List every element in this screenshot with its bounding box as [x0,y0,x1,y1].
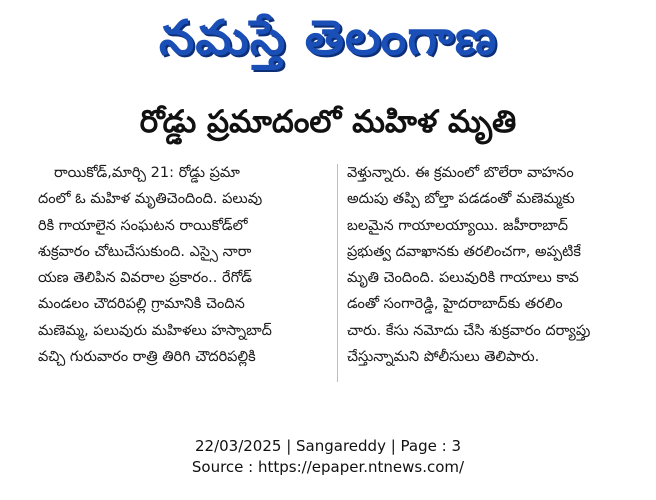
source-link[interactable]: Source : https://epaper.ntnews.com/ [191,458,465,476]
article-line: వెళ్తున్నారు. ఈ క్రమంలో బొలేరా వాహనం [347,165,574,181]
article-right-column [347,160,622,370]
article-line: చారు. కేసు నమోదు చేసి శుక్రవారం దర్యాప్తు [347,322,591,339]
masthead [0,6,656,72]
article-line: వచ్చి గురువారం రాత్రి తిరిగి చౌదరిపల్లికి [38,349,256,366]
article-body [38,160,618,390]
edition-info: 22/03/2025 | Sangareddy | Page : 3 [194,437,461,455]
source-footer [0,436,656,478]
article-line: మండలం చౌదరిపల్లి గ్రామానికి చెందిన [38,296,245,313]
article-line: రికి గాయాలైన సంఘటన రాయికోడ్‌లో [38,217,248,234]
article-line: అదుపు తప్పి బోల్తా పడడంతో మణెమ్మకు [347,191,575,208]
article-line: ప్రభుత్వ దవాఖానకు తరలించగా, అప్పటికే [347,243,581,260]
article-line: శుక్రవారం చోటుచేసుకుంది. ఎస్సై నారా [38,243,252,260]
article-line: డంతో సంగారెడ్డి, హైదరాబాద్‌కు తరలిం [347,296,563,313]
column-divider [337,164,338,382]
article-headline: రోడ్డు ప్రమాదంలో మహిళ మృతి [139,104,517,140]
article-line: రాయికోడ్,మార్చి 21: రోడ్డు ప్రమా [54,165,240,181]
article-line: మృతి చెందింది. పలువురికి గాయాలు కావ [347,270,579,287]
article-line: చేస్తున్నామని పోలీసులు తెలిపారు. [347,349,540,366]
article-line: దంలో ఓ మహిళ మృతిచెందింది. పలువు [38,191,263,208]
article-line: యణ తెలిపిన వివరాల ప్రకారం.. రేగోడ్ [38,270,252,287]
article-line: బలమైన గాయాలయ్యాయి. జహీరాబాద్ [347,217,568,234]
newspaper-logo: నమస్తే తెలంగాణ [158,10,498,66]
article-line: మణెమ్మ, పలువురు మహిళలు హస్నాబాద్ [38,322,272,339]
article-left-column [38,160,328,370]
